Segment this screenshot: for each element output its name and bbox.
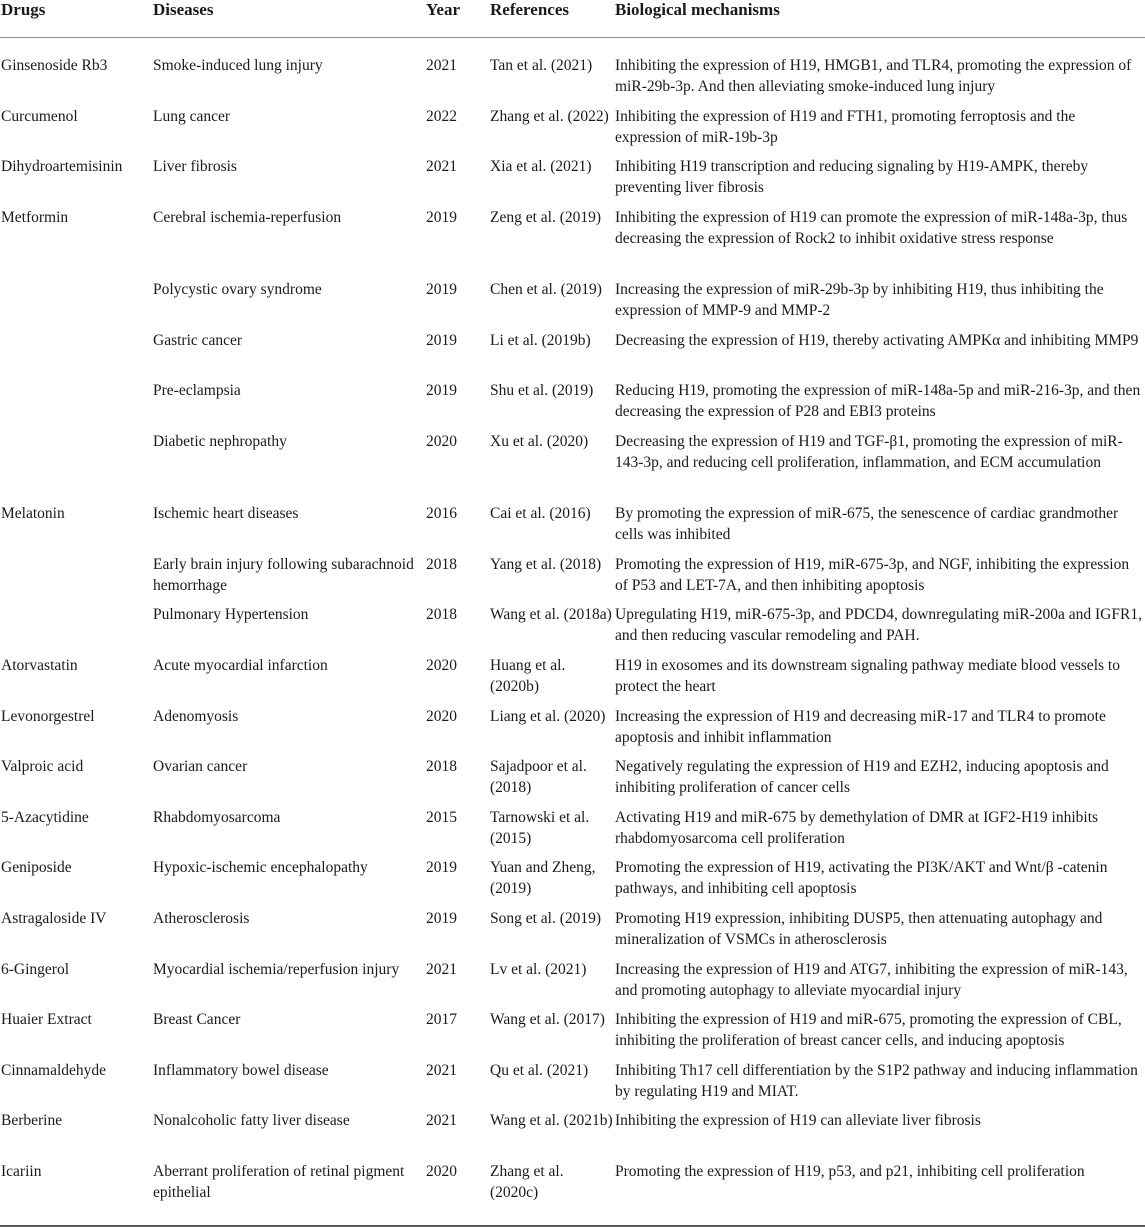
- reference-cell: Wang et al. (2017): [490, 1011, 605, 1029]
- year-cell: 2016: [426, 505, 457, 523]
- year-cell: 2020: [426, 1161, 490, 1226]
- reference-cell: Shu et al. (2019): [490, 382, 594, 400]
- mechanism-cell: Inhibiting H19 transcription and reducing signaling by H19-AMPK, thereby preventing liver fibrosis: [615, 158, 1089, 197]
- mechanism-cell: Reducing H19, promoting the expression of miR-148a-5p and miR-216-3p, and then decreasing the expression of P28 and EBI3 proteins: [615, 382, 1141, 421]
- disease-cell: Diabetic nephropathy: [153, 432, 287, 450]
- disease-cell: Cerebral ischemia-reperfusion: [153, 208, 342, 226]
- drug-cell: Geniposide: [1, 859, 72, 877]
- drug-cell: Curcumenol: [1, 107, 78, 125]
- table-row: [0, 156, 1145, 207]
- header-row: [0, 0, 1145, 38]
- mechanism-cell: Increasing the expression of H19 and ATG7, inhibiting the expression of miR-143, and promoting autophagy to alleviate myocardial injury: [615, 960, 1128, 999]
- year-cell: 2019: [426, 382, 457, 400]
- table-row: [0, 706, 1145, 757]
- drug-cell: Huaier Extract: [1, 1011, 92, 1029]
- table-row: [0, 857, 1145, 908]
- table-row: [0, 1161, 1145, 1226]
- mechanism-cell: Increasing the expression of H19 and decreasing miR-17 and TLR4 to promote apoptosis and inhibit inflammation: [615, 707, 1106, 746]
- disease-cell: Myocardial ischemia/reperfusion injury: [153, 960, 400, 978]
- reference-cell: Yuan and Zheng, (2019): [490, 859, 596, 898]
- drug-cell: Icariin: [0, 1161, 153, 1226]
- year-cell: 2019: [426, 281, 457, 299]
- table-row: [0, 1110, 1145, 1161]
- drug-cell: Cinnamaldehyde: [1, 1061, 107, 1079]
- reference-cell: Yang et al. (2018): [490, 555, 602, 573]
- year-cell: 2019: [426, 909, 457, 927]
- drug-cell: [0, 380, 153, 431]
- disease-cell: Lung cancer: [153, 107, 231, 125]
- table-row: [0, 655, 1145, 706]
- year-cell: 2020: [426, 707, 457, 725]
- reference-cell: Zhang et al. (2022): [490, 107, 609, 125]
- mechanism-cell: Inhibiting Th17 cell differentiation by the S1P2 pathway and inducing inflammation by regulating H19 and MIAT.: [615, 1061, 1138, 1100]
- mechanism-cell: Promoting the expression of H19, p53, and p21, inhibiting cell proliferation: [615, 1161, 1145, 1226]
- header-references: References: [490, 0, 615, 38]
- mechanism-cell: Increasing the expression of miR-29b-3p by inhibiting H19, thus inhibiting the expression of MMP-9 and MMP-2: [615, 281, 1104, 320]
- header-mechanisms: Biological mechanisms: [615, 0, 1145, 38]
- year-cell: 2020: [426, 656, 457, 674]
- mechanism-cell: Decreasing the expression of H19 and TGF-β1, promoting the expression of miR-143-3p, and reducing cell proliferation, inflammation, and ECM accumulation: [615, 432, 1123, 471]
- disease-cell: Ischemic heart diseases: [153, 505, 299, 523]
- drug-cell: Atorvastatin: [1, 656, 78, 674]
- year-cell: 2018: [426, 555, 457, 573]
- reference-cell: Qu et al. (2021): [490, 1061, 589, 1079]
- table-row: [0, 380, 1145, 431]
- mechanism-cell: By promoting the expression of miR-675, the senescence of cardiac grandmother cells was inhibited: [615, 505, 1119, 544]
- drug-cell: [0, 604, 153, 655]
- year-cell: 2021: [426, 158, 457, 176]
- year-cell: 2021: [426, 1061, 457, 1079]
- disease-cell: Liver fibrosis: [153, 158, 237, 176]
- drug-cell: [0, 279, 153, 330]
- reference-cell: Xia et al. (2021): [490, 158, 592, 176]
- mechanism-cell: Upregulating H19, miR-675-3p, and PDCD4, downregulating miR-200a and IGFR1, and then reducing vascular remodeling and PAH.: [615, 606, 1142, 645]
- table-row: [0, 431, 1145, 503]
- mechanism-cell: Inhibiting the expression of H19 and miR-675, promoting the expression of CBL, inhibiting the proliferation of breast cancer cells, and inducing apoptosis: [615, 1011, 1122, 1050]
- header-drugs: Drugs: [0, 0, 153, 38]
- table-row: [0, 279, 1145, 330]
- year-cell: 2021: [426, 1112, 457, 1130]
- table-row: [0, 330, 1145, 381]
- disease-cell: Ovarian cancer: [153, 758, 248, 776]
- drug-cell: Valproic acid: [1, 758, 84, 776]
- table-row: [0, 807, 1145, 858]
- drug-cell: [0, 431, 153, 503]
- header-year: Year: [426, 0, 490, 38]
- mechanism-cell: Inhibiting the expression of H19 can alleviate liver fibrosis: [615, 1112, 981, 1130]
- drug-cell: Dihydroartemisinin: [1, 158, 123, 176]
- disease-cell: Pre-eclampsia: [153, 382, 241, 400]
- mechanism-cell: Inhibiting the expression of H19, HMGB1, and TLR4, promoting the expression of miR-29b-3p. And then alleviating smoke-induced lung injury: [615, 57, 1132, 95]
- drug-cell: Ginsenoside Rb3: [1, 57, 108, 74]
- drug-cell: [0, 330, 153, 381]
- disease-cell: Polycystic ovary syndrome: [153, 281, 322, 299]
- reference-cell: Chen et al. (2019): [490, 281, 602, 299]
- drug-cell: 5-Azacytidine: [1, 808, 89, 826]
- mechanism-cell: Negatively regulating the expression of H19 and EZH2, inducing apoptosis and inhibiting proliferation of cancer cells: [615, 758, 1109, 797]
- mechanism-cell: Promoting H19 expression, inhibiting DUSP5, then attenuating autophagy and mineralization of VSMCs in atherosclerosis: [615, 909, 1103, 948]
- disease-cell: Adenomyosis: [153, 707, 239, 725]
- table-row: [0, 1060, 1145, 1111]
- reference-cell: Xu et al. (2020): [490, 432, 589, 450]
- year-cell: 2022: [426, 107, 457, 125]
- reference-cell: Lv et al. (2021): [490, 960, 587, 978]
- year-cell: 2021: [426, 960, 457, 978]
- table-row: [0, 106, 1145, 157]
- table-row: [0, 756, 1145, 807]
- year-cell: 2020: [426, 432, 457, 450]
- year-cell: 2015: [426, 808, 457, 826]
- disease-cell: Pulmonary Hypertension: [153, 606, 309, 624]
- drug-cell: [0, 554, 153, 605]
- disease-cell: Gastric cancer: [153, 331, 243, 349]
- disease-cell: Hypoxic-ischemic encephalopathy: [153, 859, 368, 877]
- mechanism-cell: Promoting the expression of H19, activating the PI3K/AKT and Wnt/β -catenin pathways, and inhibiting cell apoptosis: [615, 859, 1108, 898]
- reference-cell: Huang et al. (2020b): [490, 656, 566, 695]
- table-row: [0, 959, 1145, 1010]
- year-cell: 2019: [426, 859, 457, 877]
- drug-cell: Metformin: [1, 208, 69, 226]
- reference-cell: Cai et al. (2016): [490, 505, 591, 523]
- reference-cell: Sajadpoor et al. (2018): [490, 758, 587, 797]
- year-cell: 2019: [426, 331, 457, 349]
- table-row: [0, 1009, 1145, 1060]
- drug-cell: Levonorgestrel: [1, 707, 95, 725]
- disease-cell: Inflammatory bowel disease: [153, 1061, 329, 1079]
- year-cell: 2017: [426, 1011, 457, 1029]
- year-cell: 2021: [426, 57, 457, 74]
- drug-cell: Melatonin: [1, 505, 65, 523]
- table-row: [0, 554, 1145, 605]
- disease-cell: Breast Cancer: [153, 1011, 241, 1029]
- mechanism-cell: Inhibiting the expression of H19 and FTH1, promoting ferroptosis and the expression of miR-19b-3p: [615, 107, 1076, 146]
- mechanism-cell: Decreasing the expression of H19, thereby activating AMPKα and inhibiting MMP9: [615, 331, 1139, 349]
- reference-cell: Wang et al. (2018a): [490, 606, 612, 624]
- mechanism-cell: Activating H19 and miR-675 by demethylation of DMR at IGF2-H19 inhibits rhabdomyosarcoma cell proliferation: [615, 808, 1099, 847]
- year-cell: 2019: [426, 208, 457, 226]
- disease-cell: Atherosclerosis: [153, 909, 250, 927]
- drug-cell: Astragaloside IV: [1, 909, 107, 927]
- disease-cell: Rhabdomyosarcoma: [153, 808, 281, 826]
- table-header: [0, 0, 1145, 38]
- table-row: [0, 604, 1145, 655]
- reference-cell: Tan et al. (2021): [490, 57, 593, 74]
- disease-cell: Smoke-induced lung injury: [153, 57, 323, 74]
- table-row: [0, 908, 1145, 959]
- disease-cell: Nonalcoholic fatty liver disease: [153, 1112, 350, 1130]
- year-cell: 2018: [426, 758, 457, 776]
- disease-cell: Early brain injury following subarachnoid hemorrhage: [153, 555, 414, 594]
- mechanism-cell: Promoting the expression of H19, miR-675-3p, and NGF, inhibiting the expression of P53 and LET-7A, and then inhibiting apoptosis: [615, 555, 1130, 594]
- disease-cell: Acute myocardial infarction: [153, 656, 328, 674]
- year-cell: 2018: [426, 606, 457, 624]
- reference-cell: Zeng et al. (2019): [490, 208, 602, 226]
- reference-cell: Song et al. (2019): [490, 909, 602, 927]
- reference-cell: Liang et al. (2020): [490, 707, 606, 725]
- reference-cell: Wang et al. (2021b): [490, 1112, 613, 1130]
- table-row: [0, 38, 1145, 106]
- reference-cell: Li et al. (2019b): [490, 331, 591, 349]
- table-body: [0, 38, 1145, 1226]
- reference-cell: Zhang et al. (2020c): [490, 1161, 615, 1226]
- table-row: [0, 503, 1145, 554]
- reference-cell: Tarnowski et al. (2015): [490, 808, 590, 847]
- header-diseases: Diseases: [153, 0, 426, 38]
- drug-cell: 6-Gingerol: [1, 960, 70, 978]
- disease-cell: Aberrant proliferation of retinal pigment epithelial: [153, 1161, 426, 1226]
- mechanism-cell: Inhibiting the expression of H19 can promote the expression of miR-148a-3p, thus decreasing the expression of Rock2 to inhibit oxidative stress response: [615, 208, 1128, 247]
- drug-cell: Berberine: [1, 1112, 63, 1130]
- table-row: [0, 207, 1145, 279]
- mechanism-cell: H19 in exosomes and its downstream signaling pathway mediate blood vessels to protect the heart: [615, 656, 1120, 695]
